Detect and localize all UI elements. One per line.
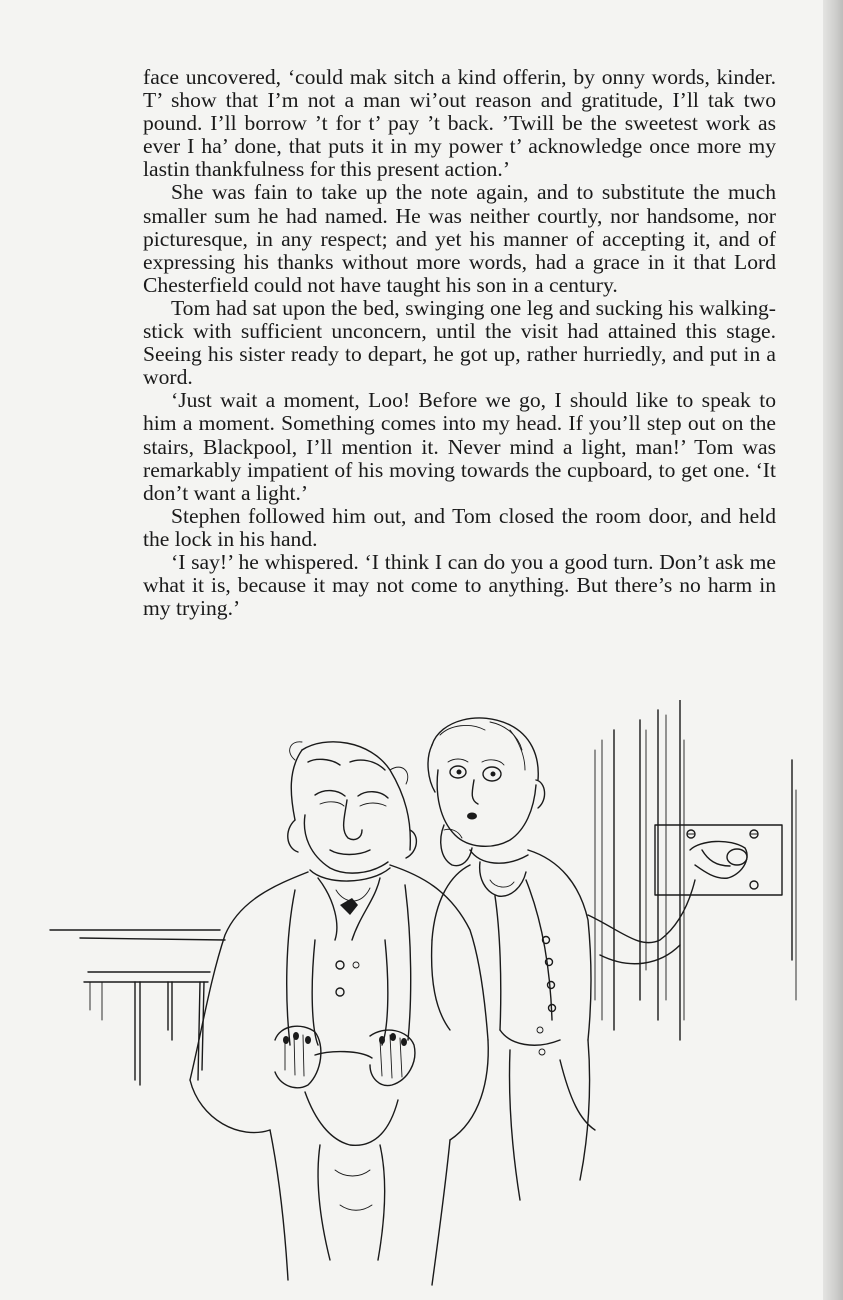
paragraph: She was fain to take up the note again, and to substitute the much smaller sum he had named. He was neither courtly, nor handsome, nor picturesque, in any respect; and yet his manner of accepting it, and of expressing his thanks without more words, had a grace in it that Lord Chesterfield could not have taught his son in a century.: [143, 180, 776, 297]
paragraph: ‘Just wait a moment, Loo! Before we go, I should like to speak to him a moment. Something comes into my head. If you’ll step out on the stairs, Blackpool, I’ll mention it. Never mind a light, man!’ Tom was remarkably impatient of his moving towards the cupboard, to get one. ‘It don’t want a light.’: [143, 388, 776, 505]
paragraph: Stephen followed him out, and Tom closed the room door, and held the lock in his hand.: [143, 503, 776, 551]
paragraph: face uncovered, ‘could mak sitch a kind offerin, by onny words, kinder. T’ show that I’m not a man wi’out reason and gratitude, I’ll tak two pound. I’ll borrow ’t for t’ pay ’t back. ’Twill be the sweetest work as ever I ha’ done, that puts it in my power t’ acknowledge once more my lastin thankfulness for this present action.’: [143, 65, 776, 182]
stephen-figure: [190, 742, 488, 1285]
tom-figure: [428, 718, 695, 1200]
banister: [50, 930, 225, 1085]
door-frame: [595, 700, 796, 1040]
paragraph: ‘I say!’ he whispered. ‘I think I can do you a good turn. Don’t ask me what it is, because it may not come to anything. But there’s no harm in my trying.’: [143, 549, 776, 621]
page-edge: [823, 0, 843, 1300]
body-text: [143, 66, 776, 620]
paragraph: Tom had sat upon the bed, swinging one leg and sucking his walking-stick with sufficient unconcern, until the visit had attained this stage. Seeing his sister ready to depart, he got up, rather hurriedly, and put in a word.: [143, 295, 776, 390]
illustration-stephen-and-tom: [40, 700, 820, 1290]
ink-drawing: [40, 700, 820, 1290]
